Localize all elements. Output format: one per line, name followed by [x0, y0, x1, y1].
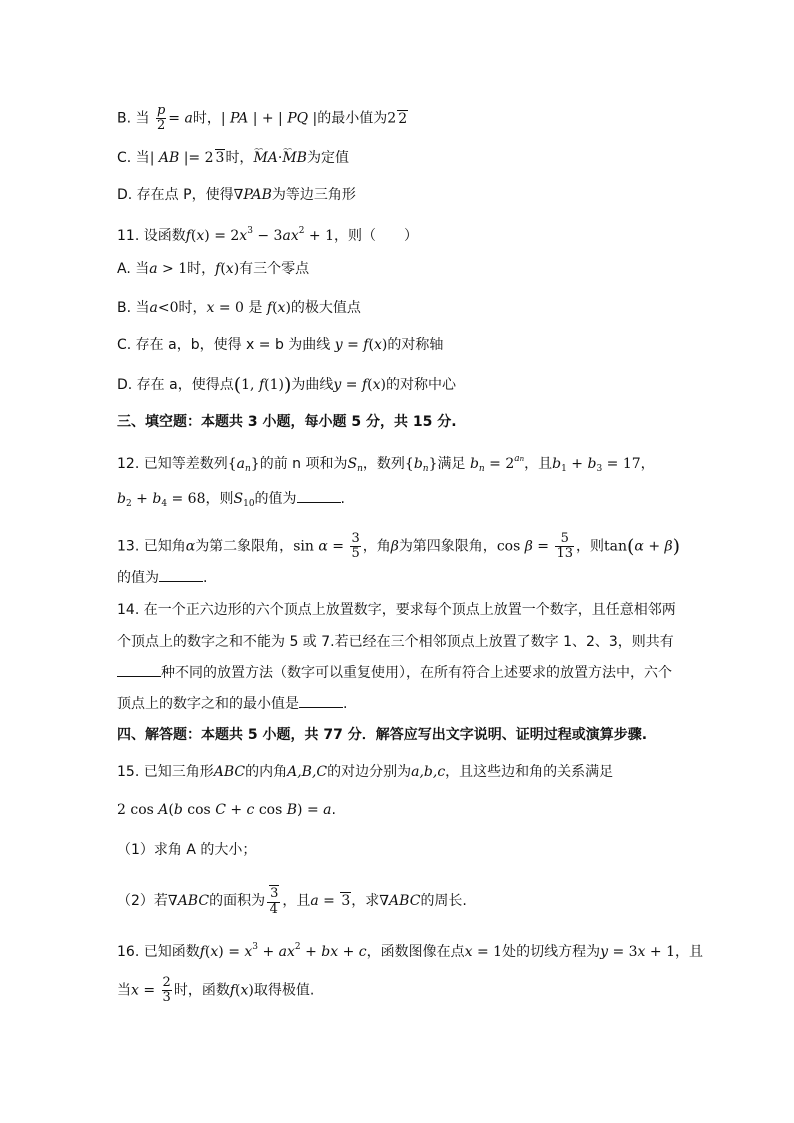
- section-heading-4: 四、解答题：本题共 5 小题，共 77 分．解答应写出文字说明、证明过程或演算步骤.: [117, 727, 648, 743]
- q10-option-d: D. 存在点 P，使得∇PAB为等边三角形: [117, 187, 356, 203]
- q14-line-1: 14. 在一个正六边形的六个顶点上放置数字，要求每个顶点上放置一个数字，且任意相邻两: [117, 602, 676, 618]
- fraction: $\frac{2}{3}$: [162, 975, 171, 1005]
- q11-option-b: B. 当a<0时，x = 0 是 f(x)的极大值点: [117, 300, 361, 316]
- q12-line-1: 12. 已知等差数列$\{a_n\}$的前 n 项和为$S_n$，数列$\{b_n\}$满足 $b_n = 2^{an}$，且$b_1 + b_3 = 17$，: [117, 454, 655, 474]
- q16-line-2: 当x = $\frac{2}{3}$ 时，函数f(x)取得极值.: [117, 975, 315, 1005]
- q15-equation: 2 cos A(b cos C + c cos B) = a.: [117, 802, 336, 818]
- q11-option-d: D. 存在 a，使得点(1, f(1))为曲线y = f(x)的对称中心: [117, 374, 456, 396]
- q15-line-1: 15. 已知三角形ABC的内角A,B,C的对边分别为a,b,c，且这些边和角的关系满足: [117, 764, 614, 780]
- fraction: $\frac{5}{13}$: [556, 531, 573, 561]
- fraction: $\frac{3}{5}$: [351, 531, 360, 561]
- q14-line-2: 个顶点上的数字之和不能为 5 或 7.若已经在三个相邻顶点上放置了数字 1、2、3，则共有: [117, 634, 674, 650]
- q13-line-1: 13. 已知角α为第二象限角，sin α = $\frac{3}{5}$ ，角β为第四象限角，cos β = $\frac{5}{13}$ ，则tan(α + β): [117, 531, 681, 561]
- q15-part-1: （1）求角 A 的大小；: [117, 842, 257, 858]
- q14-line-4: 顶点上的数字之和的最小值是 .: [117, 696, 348, 712]
- fraction: $\frac{3}{4}$: [267, 885, 280, 917]
- q12-line-2: $b_2 + b_4 = 68$，则$S_{10}$的值为 .: [117, 491, 345, 509]
- answer-blank: [159, 569, 203, 582]
- answer-blank: [299, 695, 343, 708]
- q11-stem: 11. 设函数$f(x) = 2x^3 - 3ax^2 + 1$，则（ ）: [117, 226, 418, 244]
- answer-blank: [117, 664, 161, 677]
- q11-option-c: C. 存在 a，b，使得 x = b 为曲线 y = f(x)的对称轴: [117, 337, 444, 353]
- fraction: $\frac{p}{2}$: [156, 103, 166, 133]
- section-heading-3: 三、填空题：本题共 3 小题，每小题 5 分，共 15 分.: [117, 414, 457, 430]
- q14-line-3: 种不同的放置方法（数字可以重复使用），在所有符合上述要求的放置方法中，六个: [117, 663, 672, 683]
- q10-option-c: C. 当| AB |= 2 3时，⌢⌢ MA·⌢⌢ MB为定值: [117, 148, 349, 168]
- q10-option-b: B. 当 $\frac{p}{2}$ = a时，| PA | + | PQ |的最小值为2 2: [117, 103, 408, 133]
- q13-line-2: 的值为 .: [117, 570, 208, 586]
- q15-part-2: （2）若∇ABC的面积为 $\frac{3}{4}$ ，且a = 3，求∇ABC的周长.: [117, 886, 467, 917]
- q16-line-1: 16. 已知函数$f(x) = x^3 + ax^2$ + bx + c，函数图像在点x = 1处的切线方程为y = 3x + 1，且: [117, 942, 703, 960]
- answer-blank: [297, 490, 341, 503]
- q11-option-a: A. 当a > 1时，f(x)有三个零点: [117, 261, 310, 277]
